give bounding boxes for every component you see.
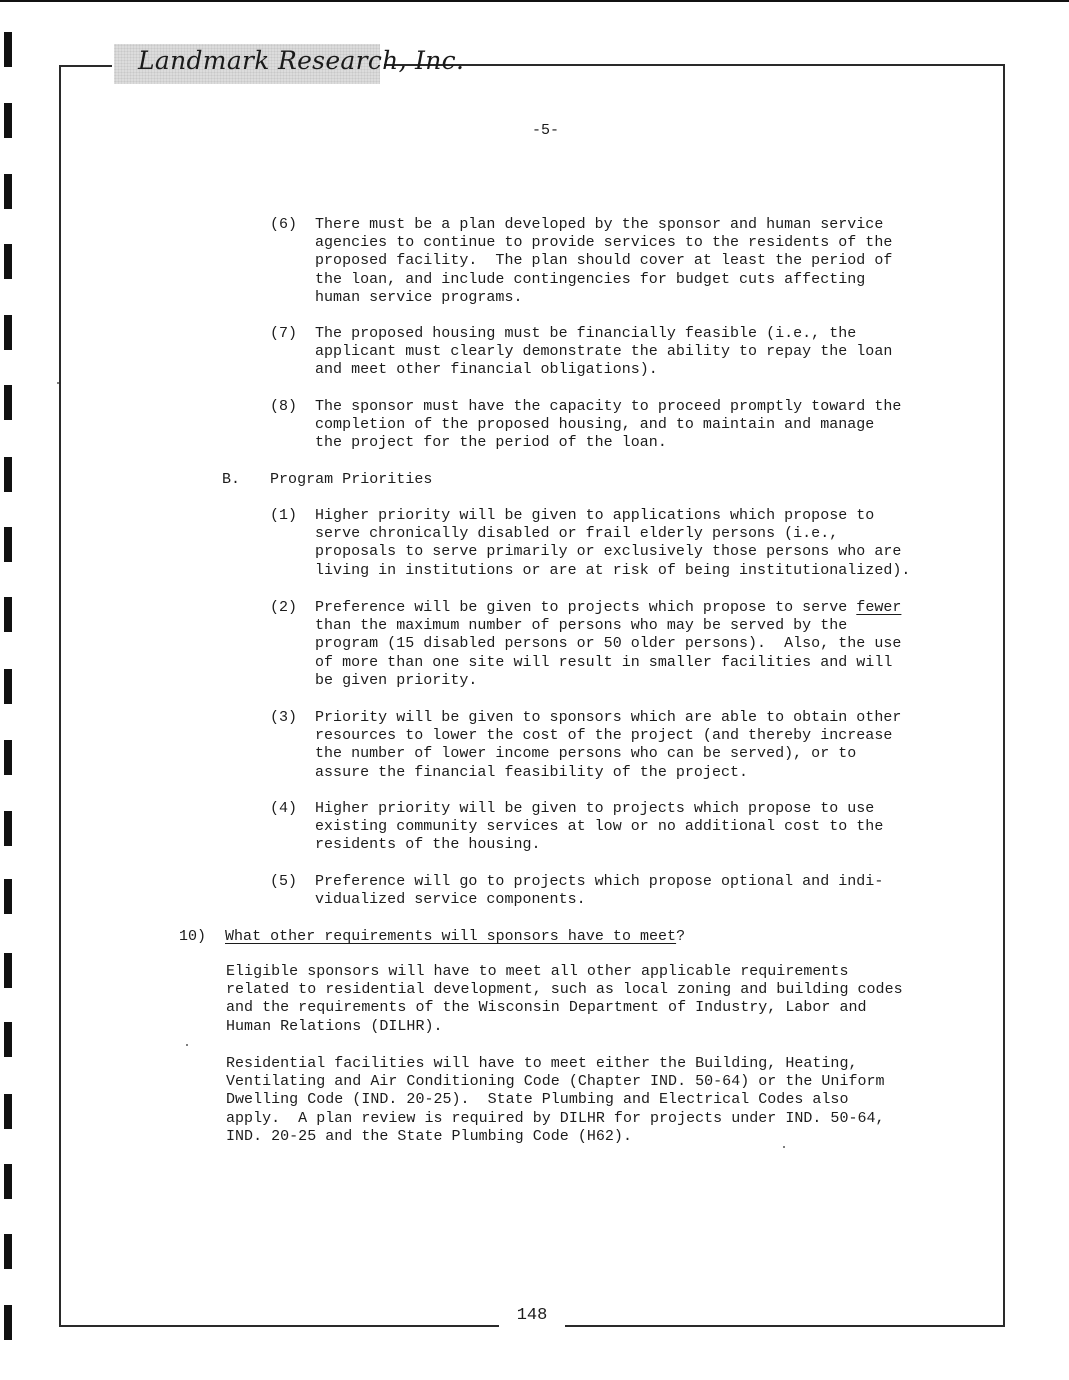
- list-item-text-line: Priority will be given to sponsors which are able to obtain other: [315, 709, 902, 726]
- emphasized-word: fewer: [856, 599, 902, 616]
- list-item-marker: (3): [270, 709, 298, 726]
- list-item-text-line: existing community services at low or no additional cost to the: [315, 818, 884, 836]
- binder-hole-mark: [4, 669, 12, 704]
- list-item-marker: (8): [270, 398, 298, 415]
- list-item-text-line: Preference will go to projects which propose optional and indi-: [315, 873, 884, 890]
- binder-hole-mark: [4, 1164, 12, 1199]
- binder-hole-mark: [4, 315, 12, 350]
- scan-top-edge: [0, 0, 1069, 2]
- list-item-text-line: the number of lower income persons who can be served), or to: [315, 745, 857, 763]
- line-prefix: Preference will be given to projects which propose to serve: [315, 599, 857, 616]
- page-number-top: -5-: [531, 122, 559, 139]
- section-marker: B.: [222, 471, 241, 488]
- paragraph-line: IND. 20-25 and the State Plumbing Code (H62).: [226, 1127, 632, 1145]
- frame-top-left-rule: [60, 65, 112, 67]
- company-logo-text: Landmark Research, Inc.: [138, 46, 465, 75]
- list-item-text-line: Higher priority will be given to projects which propose to use: [315, 800, 875, 817]
- binder-hole-mark: [4, 1234, 12, 1269]
- list-item-text-line: program (15 disabled persons or 50 older persons). Also, the use: [315, 635, 902, 653]
- list-item-text-line: There must be a plan developed by the sponsor and human service: [315, 216, 884, 233]
- list-item-text-line: human service programs.: [315, 288, 523, 306]
- binder-hole-mark: [4, 811, 12, 846]
- binder-hole-mark: [4, 879, 12, 914]
- paragraph-line: Dwelling Code (IND. 20-25). State Plumbing and Electrical Codes also: [226, 1091, 849, 1109]
- list-item-marker: (7): [270, 325, 298, 342]
- list-item-marker: (5): [270, 873, 298, 890]
- binder-hole-mark: [4, 740, 12, 775]
- section-heading: Program Priorities: [270, 471, 433, 488]
- question-heading-text: What other requirements will sponsors have to meet: [225, 928, 677, 945]
- list-item-text-line: living in institutions or are at risk of being institutionalized).: [315, 561, 911, 579]
- list-item-marker: (2): [270, 599, 298, 616]
- binder-hole-mark: [4, 244, 12, 279]
- list-item-marker: (4): [270, 800, 298, 817]
- list-item-text-line: completion of the proposed housing, and to maintain and manage: [315, 416, 875, 434]
- paragraph-line: Residential facilities will have to meet either the Building, Heating,: [226, 1055, 858, 1072]
- list-item-text-line: resources to lower the cost of the project (and thereby increase: [315, 727, 893, 745]
- list-item-text-line: serve chronically disabled or frail elderly persons (i.e.,: [315, 525, 839, 543]
- list-item-text-line: The sponsor must have the capacity to proceed promptly toward the: [315, 398, 902, 415]
- binder-hole-mark: [4, 953, 12, 988]
- list-item-text-line: be given priority.: [315, 671, 478, 689]
- list-item-text-line: applicant must clearly demonstrate the ability to repay the loan: [315, 343, 893, 361]
- list-item-text-line: residents of the housing.: [315, 836, 541, 854]
- binder-hole-mark: [4, 1305, 12, 1340]
- binder-hole-mark: [4, 527, 12, 562]
- paragraph-line: related to residential development, such as local zoning and building codes: [226, 981, 903, 999]
- list-item-text-line: the loan, and include contingencies for budget cuts affecting: [315, 270, 866, 288]
- list-item-text-line: Higher priority will be given to applications which propose to: [315, 507, 875, 524]
- binder-hole-mark: [4, 597, 12, 632]
- list-item-text-line: [315, 599, 901, 617]
- binder-hole-mark: [4, 1022, 12, 1057]
- scan-speck: [186, 1044, 188, 1046]
- list-item-text-line: vidualized service components.: [315, 891, 586, 909]
- scan-speck: [783, 1146, 785, 1148]
- paragraph-line: and the requirements of the Wisconsin Department of Industry, Labor and: [226, 999, 867, 1017]
- page-number-footer: 148: [516, 1306, 548, 1325]
- binder-hole-mark: [4, 32, 12, 67]
- paragraph-line: Ventilating and Air Conditioning Code (Chapter IND. 50-64) or the Uniform: [226, 1073, 885, 1091]
- list-item-text-line: proposed facility. The plan should cover at least the period of: [315, 252, 893, 270]
- binder-hole-mark: [4, 385, 12, 420]
- paragraph-line: Eligible sponsors will have to meet all other applicable requirements: [226, 963, 849, 980]
- binder-hole-mark: [4, 1094, 12, 1129]
- list-item-text-line: of more than one site will result in smaller facilities and will: [315, 653, 893, 671]
- list-item-marker: (6): [270, 216, 298, 233]
- list-item-text-line: than the maximum number of persons who may be served by the: [315, 617, 848, 635]
- list-item-marker: (1): [270, 507, 298, 524]
- question-marker: 10): [179, 928, 207, 945]
- frame-top-right-rule: [384, 64, 1004, 66]
- paragraph-line: apply. A plan review is required by DILHR for projects under IND. 50-64,: [226, 1109, 885, 1127]
- binder-hole-mark: [4, 174, 12, 209]
- question-heading: [225, 928, 685, 946]
- list-item-text-line: and meet other financial obligations).: [315, 361, 658, 379]
- frame-bottom-right-rule: [565, 1325, 1005, 1327]
- paragraph-line: Human Relations (DILHR).: [226, 1017, 443, 1035]
- question-mark: ?: [676, 928, 686, 945]
- scan-speck: [57, 382, 59, 384]
- list-item-text-line: proposals to serve primarily or exclusively those persons who are: [315, 543, 902, 561]
- frame-bottom-left-rule: [59, 1325, 499, 1327]
- binder-hole-mark: [4, 457, 12, 492]
- frame-right-rule: [1003, 64, 1005, 1327]
- list-item-text-line: agencies to continue to provide services to the residents of the: [315, 234, 893, 252]
- frame-left-rule: [59, 65, 61, 1327]
- list-item-text-line: the project for the period of the loan.: [315, 434, 667, 452]
- list-item-text-line: The proposed housing must be financially feasible (i.e., the: [315, 325, 857, 342]
- list-item-text-line: assure the financial feasibility of the project.: [315, 763, 749, 781]
